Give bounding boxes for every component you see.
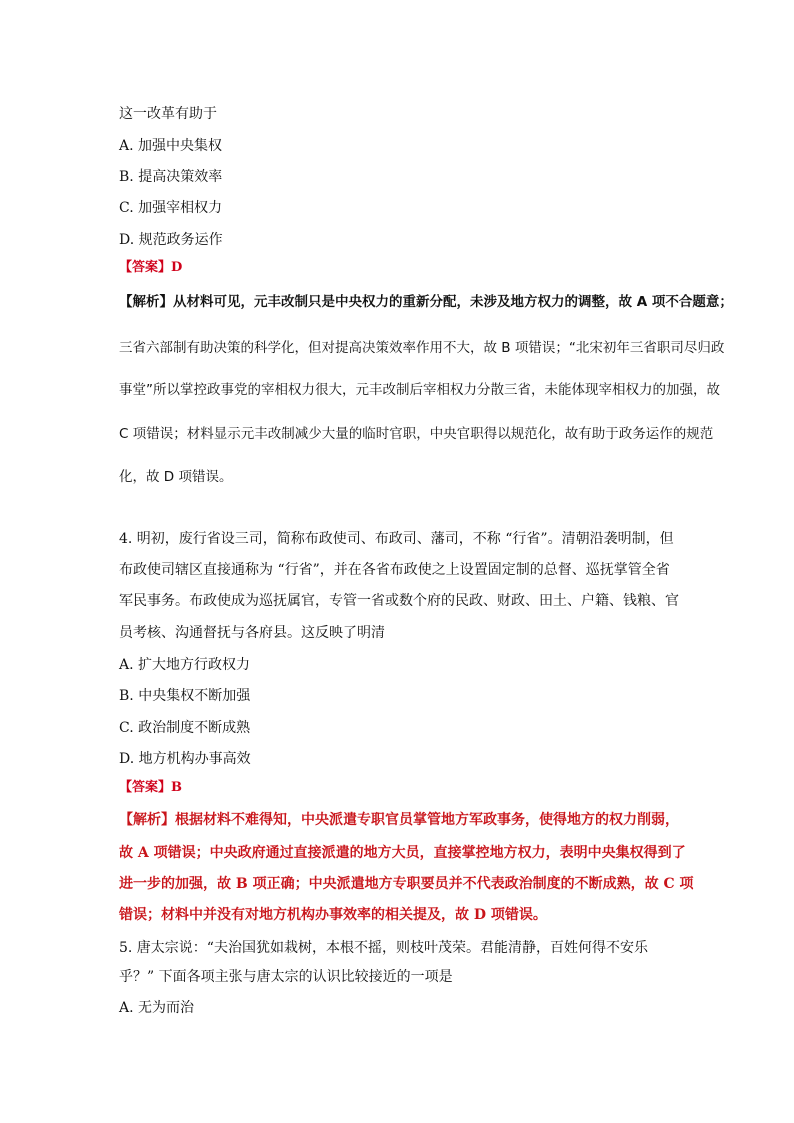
q4-analysis-line-3: 进一步的加强，故 B 项正确；中央派遣地方专职要员并不代表政治制度的不断成熟，故 C 项: [119, 876, 694, 892]
q5-stem-line-2: 乎？” 下面各项主张与唐太宗的认识比较接近的一项是: [119, 969, 453, 985]
q3-analysis-line-2: 三省六部制有助决策的科学化，但对提高决策效率作用不大，故 B 项错误；“北宋初年三省职司尽归政: [119, 340, 725, 356]
q3-answer: 【答案】D: [119, 260, 183, 275]
q3-option-d: D. 规范政务运作: [119, 232, 223, 248]
q3-option-b: B. 提高决策效率: [119, 169, 223, 185]
q5-option-a: A. 无为而治: [119, 1000, 195, 1016]
q4-stem-line-1: 4. 明初，废行省设三司，简称布政使司、布政司、藩司，不称 “行省”。清朝沿袭明制，但: [119, 531, 674, 547]
q3-analysis-line-3: 事堂”所以掌控政事党的宰相权力很大，元丰改制后宰相权力分散三省，未能体现宰相权力的加强，故: [119, 382, 720, 398]
q4-option-c: C. 政治制度不断成熟: [119, 720, 251, 736]
q3-analysis-line-1: 【解析】从材料可见，元丰改制只是中央权力的重新分配，未涉及地方权力的调整，故 A 项不合题意；: [119, 294, 733, 310]
q4-answer: 【答案】B: [119, 780, 182, 795]
q3-stem-tail: 这一改革有助于: [119, 106, 217, 122]
q4-analysis-line-2: 故 A 项错误；中央政府通过直接派遣的地方大员，直接掌控地方权力，表明中央集权得到了: [119, 845, 686, 861]
q5-stem-line-1: 5. 唐太宗说：“夫治国犹如栽树，本根不摇，则枝叶茂荣。君能清静，百姓何得不安乐: [119, 940, 648, 956]
q4-option-a: A. 扩大地方行政权力: [119, 657, 251, 673]
q4-stem-line-3: 军民事务。布政使成为巡抚属官，专管一省或数个府的民政、财政、田土、户籍、钱粮、官: [119, 593, 679, 609]
q4-analysis-line-1: 【解析】根据材料不难得知，中央派遣专职官员掌管地方军政事务，使得地方的权力削弱，: [119, 812, 679, 828]
q3-analysis-line-4: C 项错误；材料显示元丰改制减少大量的临时官职，中央官职得以规范化，故有助于政务运作的规范: [119, 426, 714, 442]
q3-option-a: A. 加强中央集权: [119, 138, 223, 154]
q4-stem-line-2: 布政使司辖区直接通称为 “行省”，并在各省布政使之上设置固定制的总督、巡抚掌管全省: [119, 562, 670, 578]
q4-analysis-line-4: 错误；材料中并没有对地方机构办事效率的相关提及，故 D 项错误。: [119, 907, 547, 923]
q4-stem-line-4: 员考核、沟通督抚与各府县。这反映了明清: [119, 625, 385, 641]
q4-option-d: D. 地方机构办事高效: [119, 751, 251, 767]
q3-option-c: C. 加强宰相权力: [119, 200, 223, 216]
q4-option-b: B. 中央集权不断加强: [119, 688, 251, 704]
q3-analysis-line-5: 化，故 D 项错误。: [119, 469, 233, 485]
